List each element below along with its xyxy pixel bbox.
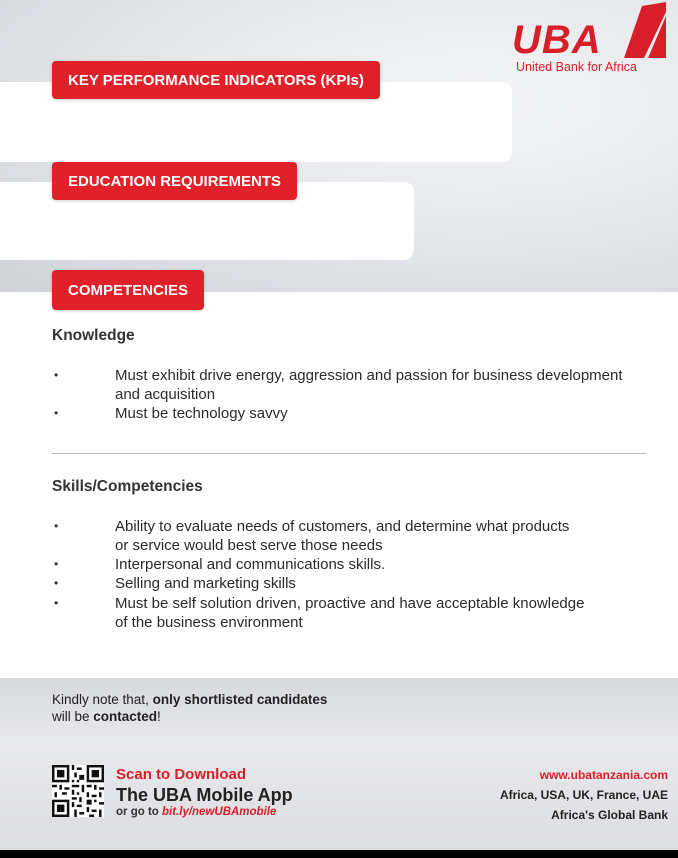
bullet-icon: • — [54, 519, 59, 533]
qr-code-icon[interactable] — [52, 765, 104, 817]
note-emphasis: contacted — [93, 709, 158, 724]
note-text: Kindly note that, — [52, 692, 153, 707]
bullet-icon: • — [54, 576, 59, 590]
skills-item-4-line-2: of the business environment — [115, 614, 303, 631]
note-line-1 — [52, 692, 327, 707]
education-header: EDUCATION REQUIREMENTS — [52, 162, 297, 200]
skills-title: Skills/Competencies — [52, 478, 203, 495]
website-link[interactable]: www.ubatanzania.com — [539, 768, 668, 782]
note-line-2 — [52, 709, 161, 724]
skills-item-1-line-1: Ability to evaluate needs of customers, and determine what products — [115, 518, 570, 535]
bullet-icon: • — [54, 406, 59, 420]
logo-wordmark: UBA — [512, 18, 602, 62]
knowledge-item-1-line-1: Must exhibit drive energy, aggression and passion for business development — [115, 367, 623, 384]
competencies-header: COMPETENCIES — [52, 270, 204, 310]
goto-text: or go to — [116, 806, 162, 818]
skills-item-3: Selling and marketing skills — [115, 575, 296, 592]
bottom-bar — [0, 850, 678, 858]
note-text: ! — [157, 709, 161, 724]
skills-item-4-line-1: Must be self solution driven, proactive and have acceptable knowledge — [115, 595, 585, 612]
note-text: will be — [52, 709, 94, 724]
bullet-icon: • — [54, 368, 59, 382]
knowledge-title: Knowledge — [52, 327, 135, 344]
uba-logo — [506, 2, 666, 76]
download-link[interactable]: bit.ly/newUBAmobile — [162, 806, 277, 818]
kpi-header: KEY PERFORMANCE INDICATORS (KPIs) — [52, 61, 380, 99]
app-name-text: The UBA Mobile App — [116, 785, 293, 805]
scan-to-download-text: Scan to Download — [116, 766, 247, 783]
section-divider — [52, 453, 646, 454]
knowledge-item-1-line-2: and acquisition — [115, 386, 216, 403]
logo-tagline: United Bank for Africa — [516, 60, 637, 74]
regions-text: Africa, USA, UK, France, UAE — [499, 788, 668, 802]
note-band — [0, 678, 678, 736]
bullet-icon: • — [54, 557, 59, 571]
note-emphasis: only shortlisted candidates — [152, 692, 328, 707]
logo-mark-icon — [618, 2, 666, 58]
bullet-icon: • — [54, 596, 59, 610]
skills-item-2: Interpersonal and communications skills. — [115, 556, 386, 573]
knowledge-item-2: Must be technology savvy — [115, 405, 288, 422]
skills-item-1-line-2: or service would best serve those needs — [115, 537, 383, 554]
slogan-text: Africa's Global Bank — [551, 808, 668, 822]
download-link-line — [116, 806, 276, 818]
